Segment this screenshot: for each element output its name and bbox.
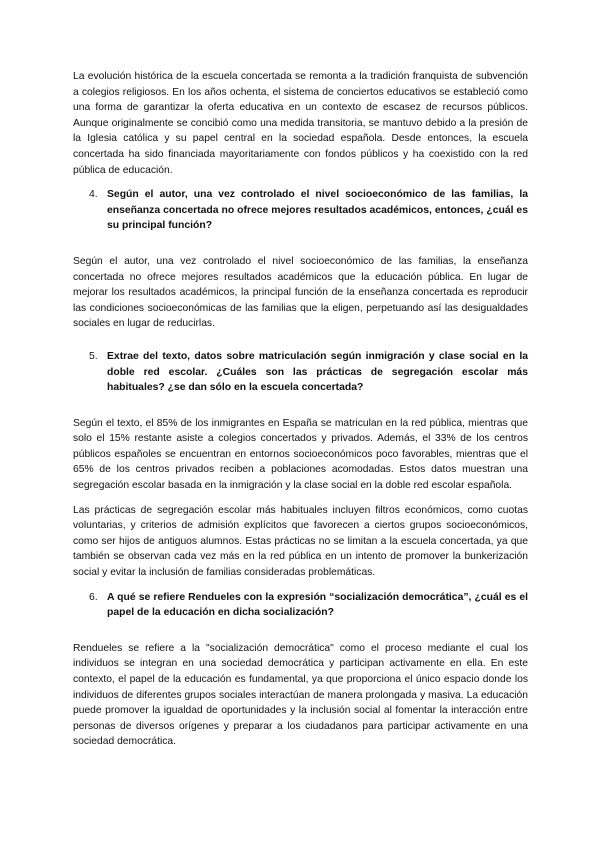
answer-paragraph: Rendueles se refiere a la "socialización democrática" como el proceso mediante el cual los individuos se integran en una sociedad democrática y participan activamente en ella. En este contexto, el papel de la educación es fundamental, ya que proporciona el único espacio donde los individuos de diferentes grupos sociales interactúan de manera prolongada y masiva. La educación puede promover la igualdad de oportunidades y la inclusión social al fomentar la interacción entre personas de diversos orígenes y preparar a los ciudadanos para participar activamente en una sociedad democrática. (73, 642, 528, 748)
question-text: Según el autor, una vez controlado el nivel socioeconómico de las familias, la enseñanza concertada no ofrece mejores resultados académicos, entonces, ¿cuál es su principal función? (107, 189, 528, 232)
question-number: 5. (89, 350, 98, 362)
answer-paragraph: Según el texto, el 85% de los inmigrantes en España se matriculan en la red pública, mientras que solo el 15% restante asiste a colegios concertados y privados. Además, el 33% de los centros públicos españoles se encuentran en entornos socioeconómicos poco favorables, mientras que el 65% de los centros privados reciben a poblaciones acomodadas. Estos datos muestran una segregación escolar basada en la inmigración y la clase social en la doble red escolar española. (73, 417, 528, 492)
answer-paragraph: Según el autor, una vez controlado el nivel socioeconómico de las familias, la enseñanza concertada no ofrece mejores resultados académicos que la educación pública. En lugar de mejorar los resultados académicos, la principal función de la enseñanza concertada es reproducir las condiciones socioeconómicas de las familias que la eligen, perpetuando así las desigualdades sociales en lugar de reducirlas. (73, 255, 528, 330)
question-5 (73, 349, 528, 396)
question-number: 6. (89, 591, 98, 603)
question-6 (73, 590, 528, 621)
question-text: A qué se refiere Rendueles con la expresión “socialización democrática”, ¿cuál es el papel de la educación en dicha socialización? (107, 591, 528, 619)
intro-paragraph: La evolución histórica de la escuela concertada se remonta a la tradición franquista de subvención a colegios religiosos. En los años ochenta, el sistema de conciertos educativos se estableció como una forma de garantizar la oferta educativa en un contexto de escasez de recursos públicos. Aunque originalmente se concibió como una medida transitoria, se mantuvo debido a la presión de la Iglesia católica y su papel central en la sociedad española. Desde entonces, la escuela concertada ha sido financiada mayoritariamente con fondos públicos y ha coexistido con la red pública de educación. (73, 71, 528, 176)
answer-paragraph: Las prácticas de segregación escolar más habituales incluyen filtros económicos, como cuotas voluntarias, y criterios de admisión explícitos que favorecen a ciertos grupos socioeconómicos, como ser hijos de antiguos alumnos. Estas prácticas no se limitan a la escuela concertada, ya que también se observan cada vez más en la red pública en un intento de promover la bunkerización social y evitar la inclusión de familias consideradas problemáticas. (73, 504, 528, 579)
question-number: 4. (89, 189, 98, 201)
question-4 (73, 187, 528, 234)
question-text: Extrae del texto, datos sobre matriculación según inmigración y clase social en la doble red escolar. ¿Cuáles son las prácticas de segregación escolar más habituales? ¿se dan sólo en la escuela concertada? (107, 350, 528, 394)
